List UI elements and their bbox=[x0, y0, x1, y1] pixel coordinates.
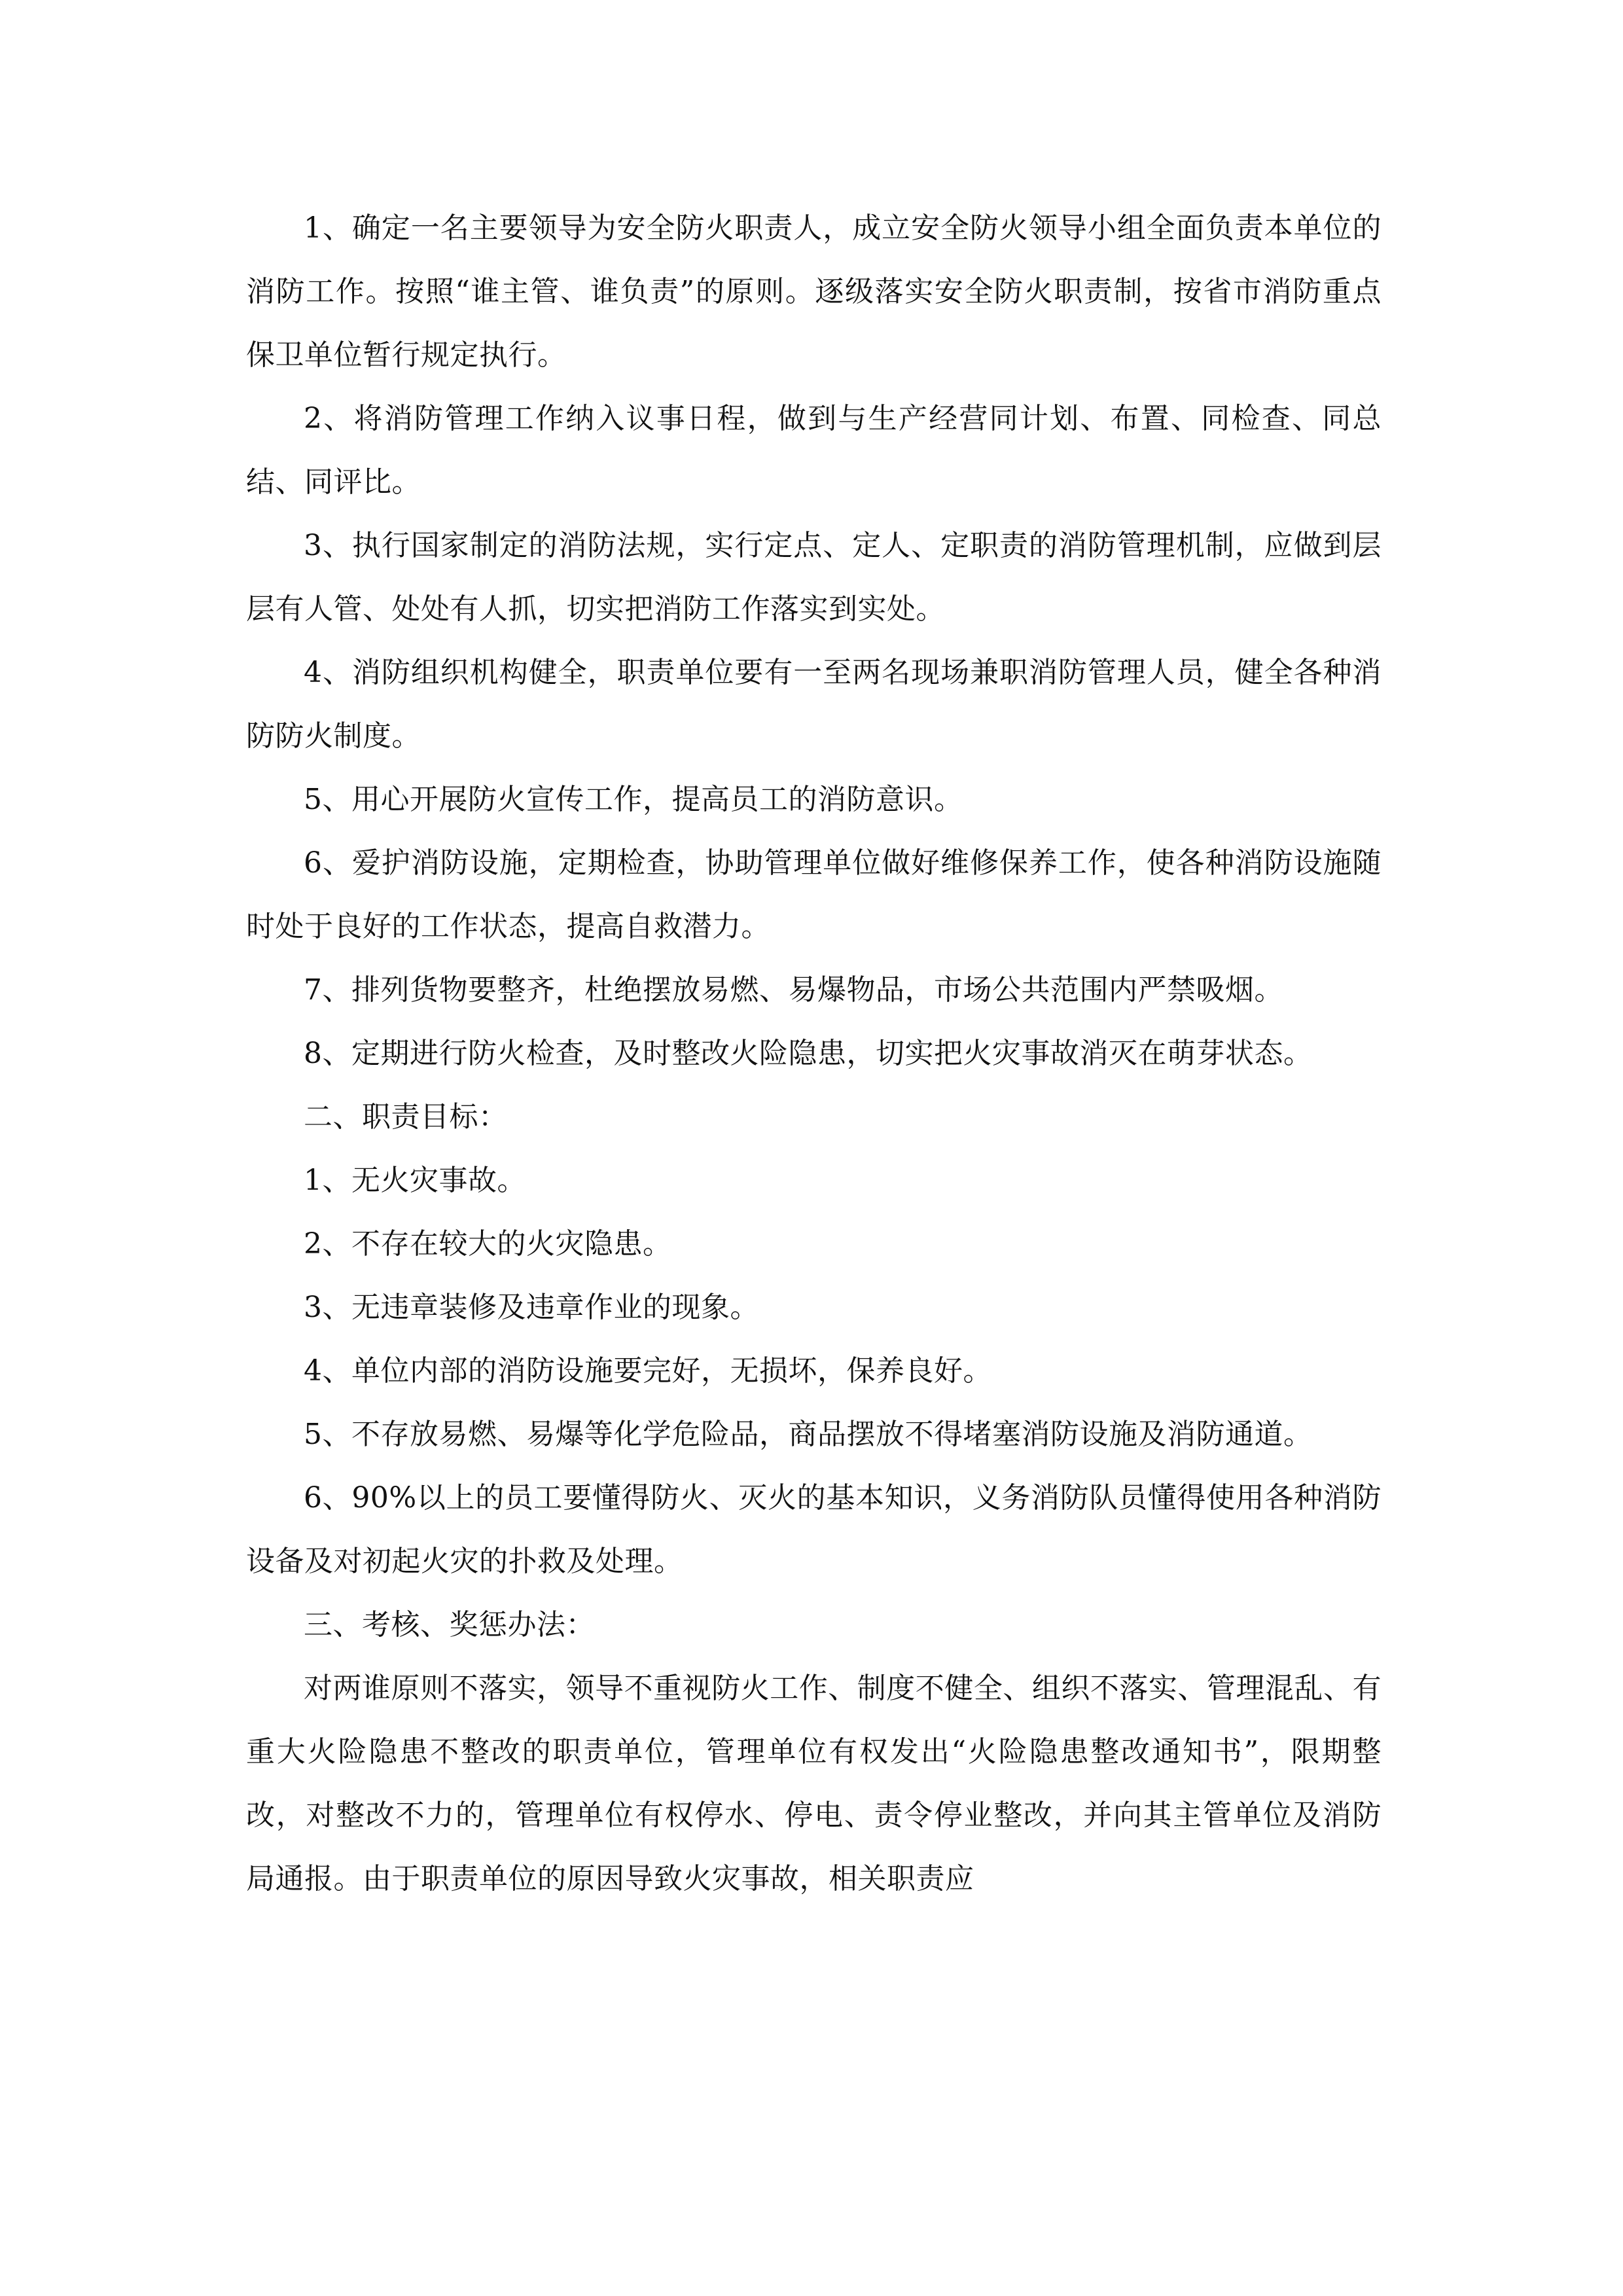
paragraph-duty-6: 6、爱护消防设施，定期检查，协助管理单位做好维修保养工作，使各种消防设施随时处于良好的工作状态，提高自救潜力。 bbox=[246, 846, 1382, 943]
paragraph-duty-8: 8、定期进行防火检查，及时整改火险隐患，切实把火灾事故消灭在萌芽状态。 bbox=[304, 1037, 1313, 1070]
paragraph-goal-1: 1、无火灾事故。 bbox=[304, 1164, 526, 1197]
paragraph-duty-7: 7、排列货物要整齐，杜绝摆放易燃、易爆物品，市场公共范围内严禁吸烟。 bbox=[304, 973, 1283, 1007]
paragraph-duty-3: 3、执行国家制定的消防法规，实行定点、定人、定职责的消防管理机制，应做到层层有人管、处处有人抓，切实把消防工作落实到实处。 bbox=[246, 529, 1382, 626]
paragraph-goal-5: 5、不存放易燃、易爆等化学危险品，商品摆放不得堵塞消防设施及消防通道。 bbox=[304, 1418, 1313, 1451]
paragraph-goal-4: 4、单位内部的消防设施要完好，无损坏，保养良好。 bbox=[304, 1354, 992, 1388]
paragraph-duty-4: 4、消防组织机构健全，职责单位要有一至两名现场兼职消防管理人员，健全各种消防防火制度。 bbox=[246, 656, 1382, 753]
section-heading-goals: 二、职责目标： bbox=[304, 1100, 508, 1134]
paragraph-duty-2: 2、将消防管理工作纳入议事日程，做到与生产经营同计划、布置、同检查、同总结、同评比。 bbox=[246, 402, 1382, 499]
paragraph-duty-5: 5、用心开展防火宣传工作，提高员工的消防意识。 bbox=[304, 783, 963, 816]
document-page bbox=[246, 196, 1382, 1910]
paragraph-goal-3: 3、无违章装修及违章作业的现象。 bbox=[304, 1291, 759, 1324]
paragraph-assessment: 对两谁原则不落实，领导不重视防火工作、制度不健全、组织不落实、管理混乱、有重大火险隐患不整改的职责单位，管理单位有权发出“火险隐患整改通知书”，限期整改，对整改不力的，管理单位有权停水、停电、责令停业整改，并向其主管单位及消防局通报。由于职责单位的原因导致火灾事故，相关职责应 bbox=[246, 1672, 1382, 1895]
section-heading-assessment: 三、考核、奖惩办法： bbox=[304, 1608, 595, 1641]
paragraph-duty-1: 1、确定一名主要领导为安全防火职责人，成立安全防火领导小组全面负责本单位的消防工作。按照“谁主管、谁负责”的原则。逐级落实安全防火职责制，按省市消防重点保卫单位暂行规定执行。 bbox=[246, 211, 1382, 372]
paragraph-goal-6: 6、90%以上的员工要懂得防火、灭火的基本知识，义务消防队员懂得使用各种消防设备及对初起火灾的扑救及处理。 bbox=[246, 1481, 1382, 1578]
paragraph-goal-2: 2、不存在较大的火灾隐患。 bbox=[304, 1227, 672, 1261]
